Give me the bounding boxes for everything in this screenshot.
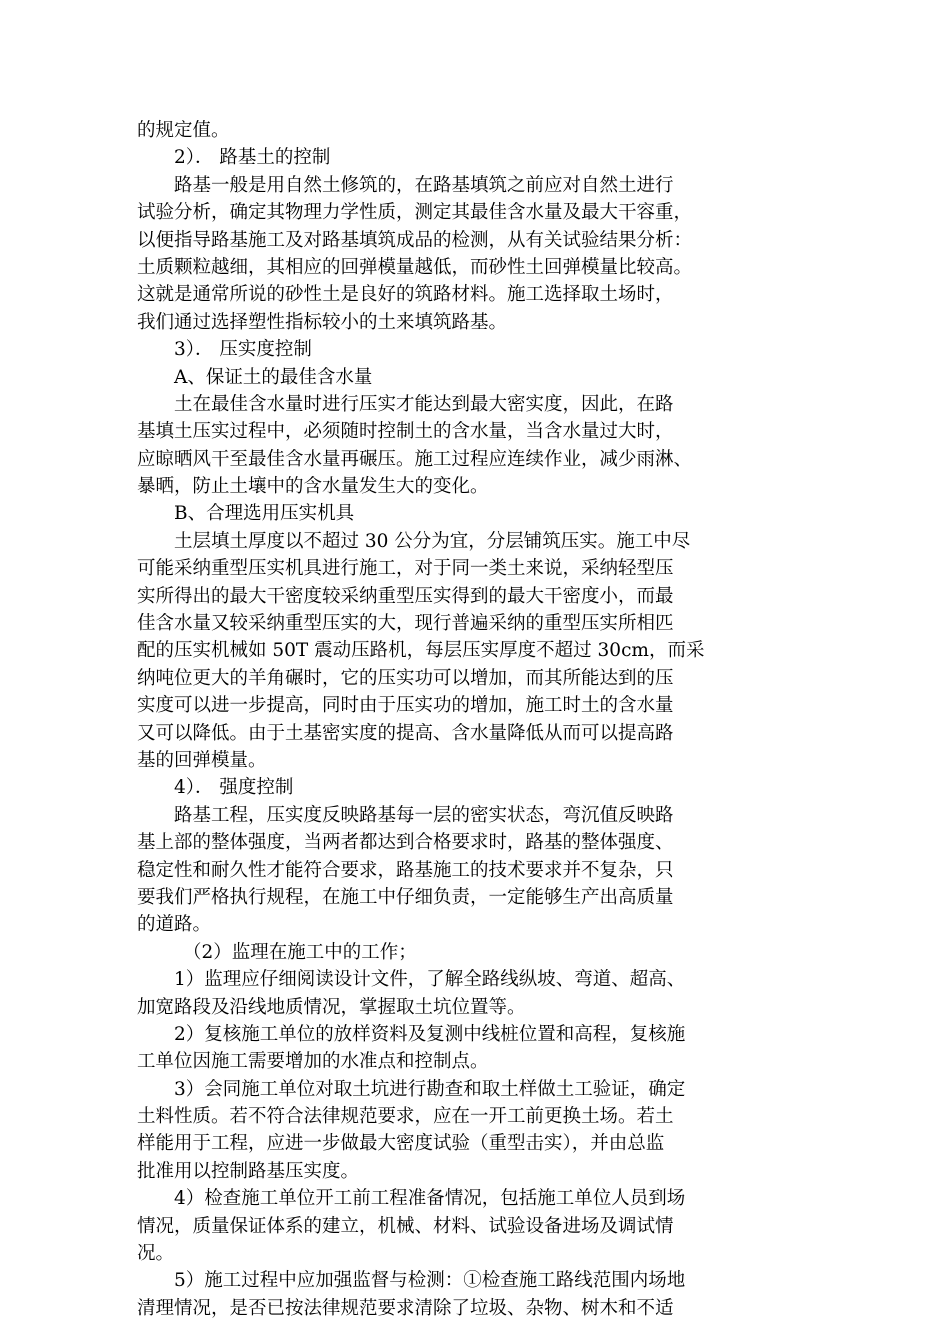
text-line: 稳定性和耐久性才能符合要求，路基施工的技术要求并不复杂，只 bbox=[137, 859, 674, 881]
text-line: 佳含水量又较采纳重型压实的大，现行普遍采纳的重型压实所相匹 bbox=[137, 613, 674, 635]
text-line: 基的回弹模量。 bbox=[137, 749, 267, 771]
text-line: 1）监理应仔细阅读设计文件，了解全路线纵坡、弯道、超高、 bbox=[174, 969, 686, 991]
text-line: 我们通过选择塑性指标较小的土来填筑路基。 bbox=[137, 311, 508, 333]
text-line: 配的压实机械如 50T 震动压路机，每层压实厚度不超过 30cm，而采 bbox=[137, 640, 705, 662]
text-line: 可能采纳重型压实机具进行施工，对于同一类土来说，采纳轻型压 bbox=[137, 558, 674, 580]
text-line: B、合理选用压实机具 bbox=[174, 503, 355, 525]
text-line: 5）施工过程中应加强监督与检测：①检查施工路线范围内场地 bbox=[174, 1270, 686, 1292]
text-line: 4）检查施工单位开工前工程准备情况，包括施工单位人员到场 bbox=[174, 1188, 686, 1210]
text-line: 加宽路段及沿线地质情况，掌握取土坑位置等。 bbox=[137, 996, 526, 1018]
text-line: 3）． 压实度控制 bbox=[174, 339, 312, 361]
text-line: A、保证土的最佳含水量 bbox=[174, 366, 373, 388]
text-line: 的规定值。 bbox=[137, 120, 230, 141]
text-line: 况。 bbox=[137, 1243, 175, 1265]
text-line: 这就是通常所说的砂性土是良好的筑路材料。施工选择取土场时， bbox=[137, 284, 674, 306]
text-line: 2）． 路基土的控制 bbox=[174, 147, 331, 169]
text-line: 的道路。 bbox=[137, 914, 212, 936]
text-line: 2）复核施工单位的放样资料及复测中线桩位置和高程，复核施 bbox=[174, 1023, 686, 1045]
text-line: 基填土压实过程中，必须随时控制土的含水量，当含水量过大时， bbox=[137, 421, 674, 443]
text-line: （2）监理在施工中的工作； bbox=[183, 941, 417, 963]
text-line: 3）会同施工单位对取土坑进行勘查和取土样做土工验证，确定 bbox=[174, 1078, 686, 1100]
text-line: 路基一般是用自然土修筑的，在路基填筑之前应对自然土进行 bbox=[174, 174, 674, 196]
text-line: 以便指导路基施工及对路基填筑成品的检测，从有关试验结果分析： bbox=[137, 229, 693, 251]
text-line: 纳吨位更大的羊角碾时，它的压实功可以增加，而其所能达到的压 bbox=[137, 667, 674, 689]
text-line: 土料性质。若不符合法律规范要求，应在一开工前更换土场。若土 bbox=[137, 1106, 674, 1128]
text-line: 批准用以控制路基压实度。 bbox=[137, 1160, 360, 1182]
text-line: 清理情况，是否已按法律规范要求清除了垃圾、杂物、树木和不适 bbox=[137, 1297, 674, 1319]
text-line: 暴晒，防止土壤中的含水量发生大的变化。 bbox=[137, 476, 489, 498]
text-line: 4）． 强度控制 bbox=[174, 777, 294, 799]
text-line: 实所得出的最大干密度较采纳重型压实得到的最大干密度小，而最 bbox=[137, 585, 674, 607]
text-line: 土层填土厚度以不超过 30 公分为宜，分层铺筑压实。施工中尽 bbox=[174, 530, 691, 552]
document-page bbox=[137, 117, 813, 1322]
text-line: 基上部的整体强度，当两者都达到合格要求时，路基的整体强度、 bbox=[137, 832, 674, 854]
text-line: 土质颗粒越细，其相应的回弹模量越低，而砂性土回弹模量比较高。 bbox=[137, 256, 693, 278]
text-line: 试验分析，确定其物理力学性质，测定其最佳含水量及最大干容重， bbox=[137, 202, 693, 224]
text-line: 要我们严格执行规程，在施工中仔细负责，一定能够生产出高质量 bbox=[137, 886, 674, 908]
text-line: 工单位因施工需要增加的水准点和控制点。 bbox=[137, 1051, 489, 1073]
text-line: 实度可以进一步提高，同时由于压实功的增加，施工时土的含水量 bbox=[137, 695, 674, 717]
text-line: 应晾晒风干至最佳含水量再碾压。施工过程应连续作业，减少雨淋、 bbox=[137, 448, 693, 470]
text-line: 路基工程，压实度反映路基每一层的密实状态，弯沉值反映路 bbox=[174, 804, 674, 826]
text-line: 土在最佳含水量时进行压实才能达到最大密实度，因此，在路 bbox=[174, 393, 674, 415]
text-line: 又可以降低。由于土基密实度的提高、含水量降低从而可以提高路 bbox=[137, 722, 674, 744]
text-line: 情况，质量保证体系的建立，机械、材料、试验设备进场及调试情 bbox=[137, 1215, 674, 1237]
text-line: 样能用于工程，应进一步做最大密度试验（重型击实），并由总监 bbox=[137, 1133, 665, 1155]
